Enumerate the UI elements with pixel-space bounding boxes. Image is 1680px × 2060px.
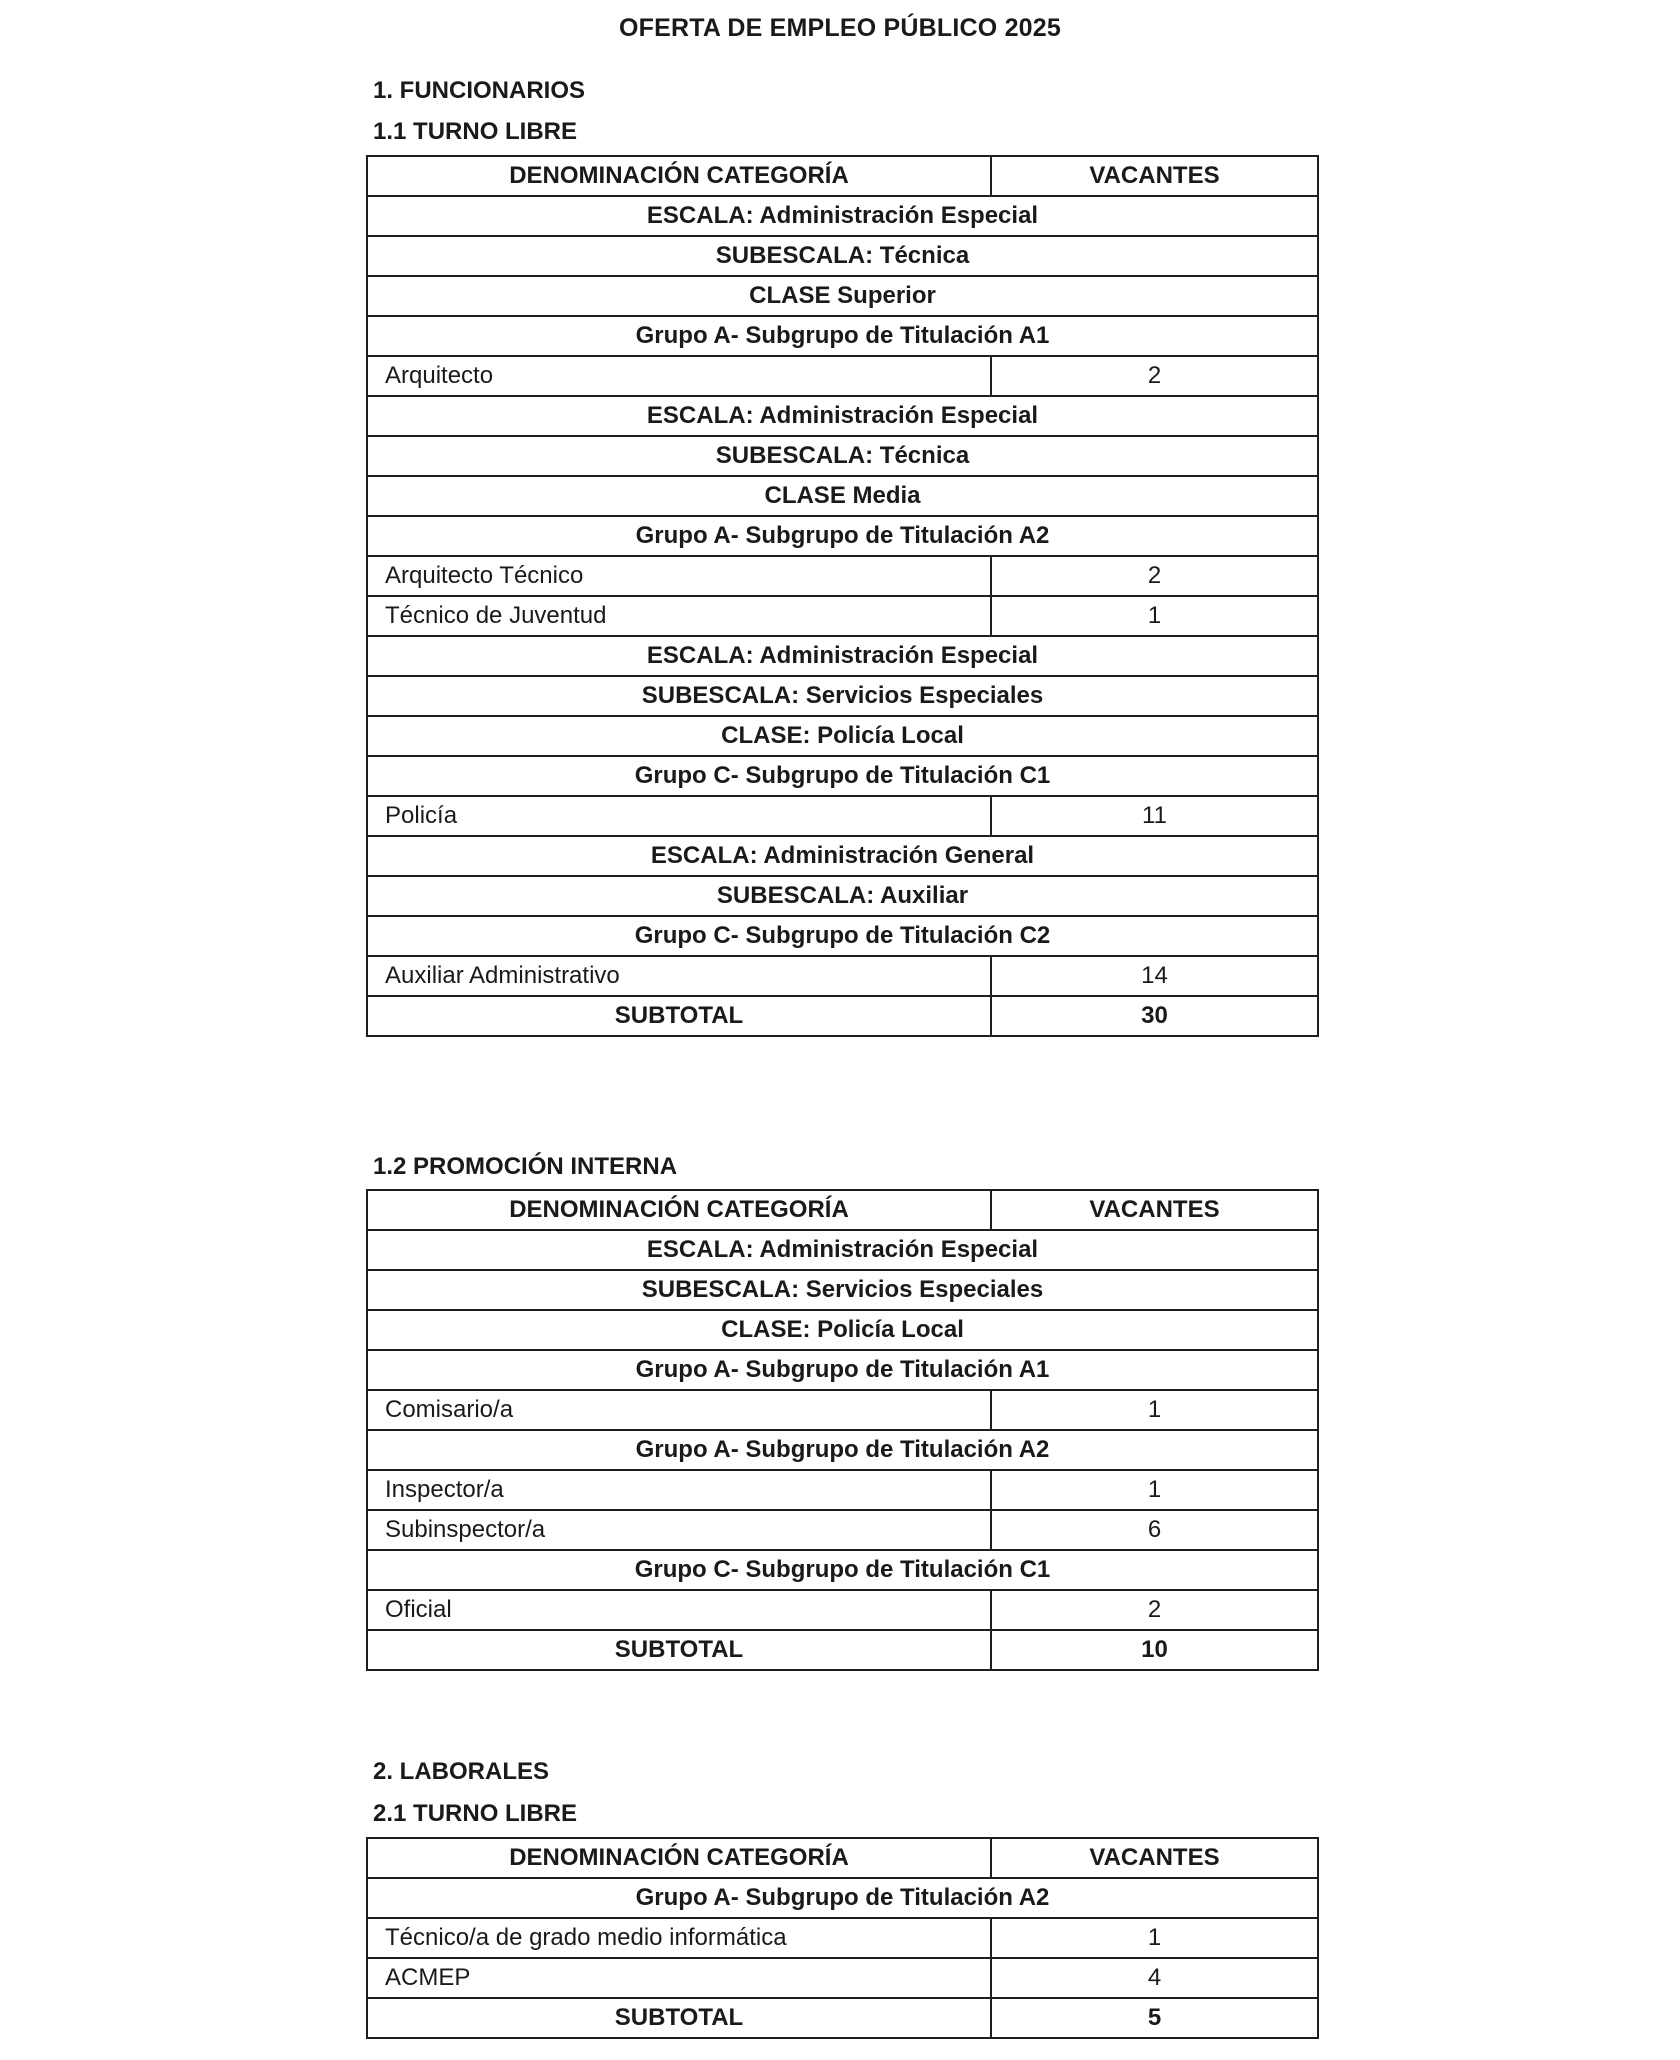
group-header: Grupo C- Subgrupo de Titulación C1 — [367, 756, 1318, 796]
group-header: CLASE: Policía Local — [367, 716, 1318, 756]
group-header-row — [367, 1550, 1318, 1590]
group-header: Grupo C- Subgrupo de Titulación C2 — [367, 916, 1318, 956]
group-header: Grupo A- Subgrupo de Titulación A2 — [367, 516, 1318, 556]
category-name: Técnico/a de grado medio informática — [367, 1918, 991, 1958]
table-row — [367, 1510, 1318, 1550]
vacancies-count: 1 — [991, 596, 1318, 636]
table-row — [367, 356, 1318, 396]
group-header-row — [367, 236, 1318, 276]
table-row — [367, 956, 1318, 996]
group-header-row — [367, 876, 1318, 916]
column-header-vacancies: VACANTES — [991, 1838, 1318, 1878]
table-row — [367, 1390, 1318, 1430]
vacancies-count: 1 — [991, 1918, 1318, 1958]
group-header-row — [367, 196, 1318, 236]
group-header-row — [367, 716, 1318, 756]
group-header: CLASE Superior — [367, 276, 1318, 316]
group-header-row — [367, 1878, 1318, 1918]
column-header-category: DENOMINACIÓN CATEGORÍA — [367, 1838, 991, 1878]
table-row — [367, 1918, 1318, 1958]
category-name: Subinspector/a — [367, 1510, 991, 1550]
group-header-row — [367, 1230, 1318, 1270]
category-name: Oficial — [367, 1590, 991, 1630]
table-row — [367, 1590, 1318, 1630]
group-header-row — [367, 756, 1318, 796]
vacancies-count: 1 — [991, 1470, 1318, 1510]
group-header: SUBESCALA: Servicios Especiales — [367, 676, 1318, 716]
table-row — [367, 1958, 1318, 1998]
group-header: ESCALA: Administración Especial — [367, 636, 1318, 676]
group-header: SUBESCALA: Técnica — [367, 436, 1318, 476]
group-header-row — [367, 1430, 1318, 1470]
group-header-row — [367, 636, 1318, 676]
table-funcionarios-promocion-interna — [366, 1189, 1319, 1671]
subsection-heading-promocion-interna: 1.2 PROMOCIÓN INTERNA — [373, 1153, 678, 1180]
category-name: Técnico de Juventud — [367, 596, 991, 636]
group-header-row — [367, 396, 1318, 436]
subsection-heading-turno-libre-laborales: 2.1 TURNO LIBRE — [373, 1800, 578, 1827]
group-header-row — [367, 836, 1318, 876]
subtotal-label: SUBTOTAL — [367, 1630, 991, 1670]
group-header-row — [367, 676, 1318, 716]
table-header-row — [367, 1190, 1318, 1230]
vacancies-count: 4 — [991, 1958, 1318, 1998]
table-row — [367, 796, 1318, 836]
vacancies-count: 1 — [991, 1390, 1318, 1430]
column-header-vacancies: VACANTES — [991, 1190, 1318, 1230]
category-name: Arquitecto — [367, 356, 991, 396]
category-name: Comisario/a — [367, 1390, 991, 1430]
group-header: Grupo A- Subgrupo de Titulación A1 — [367, 1350, 1318, 1390]
group-header-row — [367, 516, 1318, 556]
group-header: CLASE Media — [367, 476, 1318, 516]
category-name: Inspector/a — [367, 1470, 991, 1510]
group-header: Grupo A- Subgrupo de Titulación A2 — [367, 1878, 1318, 1918]
group-header: CLASE: Policía Local — [367, 1310, 1318, 1350]
column-header-vacancies: VACANTES — [991, 156, 1318, 196]
group-header: ESCALA: Administración Especial — [367, 196, 1318, 236]
section-heading-laborales: 2. LABORALES — [373, 1758, 550, 1785]
subtotal-value: 10 — [991, 1630, 1318, 1670]
group-header-row — [367, 1350, 1318, 1390]
group-header-row — [367, 476, 1318, 516]
section-heading-funcionarios: 1. FUNCIONARIOS — [373, 77, 586, 104]
group-header: SUBESCALA: Servicios Especiales — [367, 1270, 1318, 1310]
category-name: ACMEP — [367, 1958, 991, 1998]
category-name: Arquitecto Técnico — [367, 556, 991, 596]
group-header-row — [367, 1310, 1318, 1350]
subtotal-label: SUBTOTAL — [367, 1998, 991, 2038]
table-row — [367, 596, 1318, 636]
table-funcionarios-turno-libre — [366, 155, 1319, 1037]
table-header-row — [367, 1838, 1318, 1878]
vacancies-count: 6 — [991, 1510, 1318, 1550]
table-header-row — [367, 156, 1318, 196]
group-header-row — [367, 316, 1318, 356]
table-row — [367, 556, 1318, 596]
vacancies-count: 2 — [991, 556, 1318, 596]
column-header-category: DENOMINACIÓN CATEGORÍA — [367, 156, 991, 196]
subtotal-row — [367, 996, 1318, 1036]
subtotal-value: 5 — [991, 1998, 1318, 2038]
subsection-heading-turno-libre-funcionarios: 1.1 TURNO LIBRE — [373, 118, 578, 145]
vacancies-count: 2 — [991, 356, 1318, 396]
group-header: SUBESCALA: Auxiliar — [367, 876, 1318, 916]
group-header-row — [367, 436, 1318, 476]
group-header: Grupo C- Subgrupo de Titulación C1 — [367, 1550, 1318, 1590]
group-header: ESCALA: Administración Especial — [367, 1230, 1318, 1270]
group-header: Grupo A- Subgrupo de Titulación A2 — [367, 1430, 1318, 1470]
column-header-category: DENOMINACIÓN CATEGORÍA — [367, 1190, 991, 1230]
subtotal-label: SUBTOTAL — [367, 996, 991, 1036]
subtotal-value: 30 — [991, 996, 1318, 1036]
subtotal-row — [367, 1998, 1318, 2038]
group-header-row — [367, 1270, 1318, 1310]
subtotal-row — [367, 1630, 1318, 1670]
document-title: OFERTA DE EMPLEO PÚBLICO 2025 — [619, 14, 1061, 42]
group-header: ESCALA: Administración Especial — [367, 396, 1318, 436]
vacancies-count: 14 — [991, 956, 1318, 996]
table-laborales-turno-libre — [366, 1837, 1319, 2039]
vacancies-count: 11 — [991, 796, 1318, 836]
table-row — [367, 1470, 1318, 1510]
category-name: Auxiliar Administrativo — [367, 956, 991, 996]
group-header: Grupo A- Subgrupo de Titulación A1 — [367, 316, 1318, 356]
group-header-row — [367, 916, 1318, 956]
category-name: Policía — [367, 796, 991, 836]
group-header-row — [367, 276, 1318, 316]
vacancies-count: 2 — [991, 1590, 1318, 1630]
group-header: ESCALA: Administración General — [367, 836, 1318, 876]
group-header: SUBESCALA: Técnica — [367, 236, 1318, 276]
